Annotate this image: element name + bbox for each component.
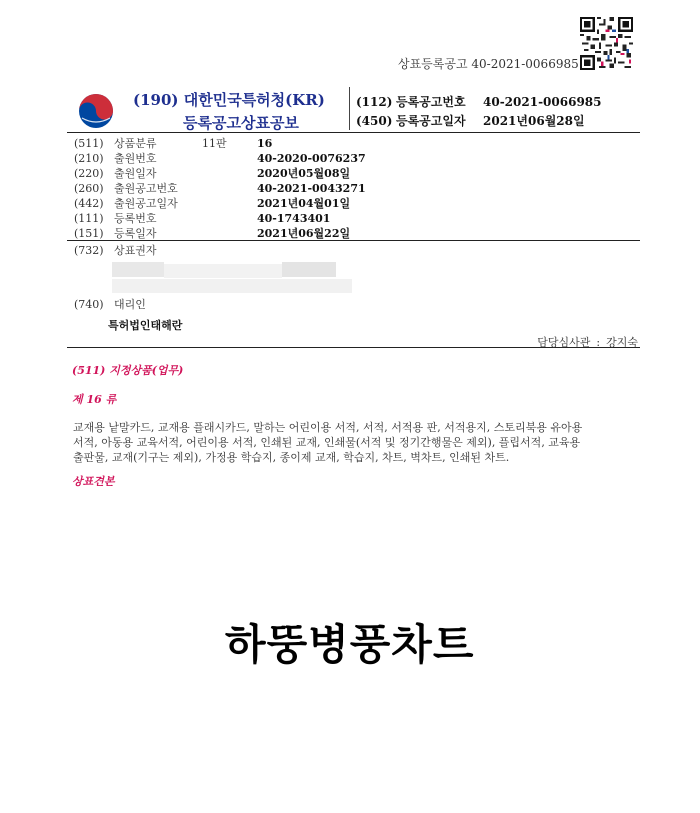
trademark-sample-heading: 상표견본 bbox=[72, 475, 115, 488]
redacted-owner-detail bbox=[164, 264, 282, 278]
designated-goods-heading: (511) 지정상품(업무) bbox=[72, 364, 184, 377]
field-owner: (732) 상표권자 bbox=[74, 244, 157, 257]
registration-publication-number: (112) 등록공고번호 40-2021-0066985 bbox=[356, 95, 602, 109]
publication-number: 상표등록공고 40-2021-0066985 bbox=[398, 57, 579, 71]
agent-name: 특허법인태해란 bbox=[108, 319, 183, 332]
header-divider bbox=[349, 87, 350, 130]
goods-list bbox=[73, 420, 635, 465]
header-rule bbox=[67, 132, 640, 133]
registration-publication-date: (450) 등록공고일자 2021년06월28일 bbox=[356, 114, 585, 128]
field-application-date: (220) 출원일자 2020년05월08일 bbox=[74, 167, 351, 180]
redacted-owner-extra bbox=[282, 262, 336, 277]
redacted-owner-address bbox=[112, 279, 352, 293]
office-name: (190) 대한민국특허청(KR) bbox=[133, 91, 325, 109]
field-registration-number: (111) 등록번호 40-1743401 bbox=[74, 212, 331, 225]
trademark-sample-text: 하뚱병풍차트 bbox=[225, 620, 475, 669]
publication-title: 등록공고상표공보 bbox=[183, 114, 299, 132]
goods-line: 서적, 아동용 교육서적, 어린이용 서적, 인쇄된 교재, 인쇄물(서적 및 정기간행물은 제외), 플립서적, 교육용 bbox=[73, 436, 581, 449]
field-class: (511) 상품분류 11판 16 bbox=[74, 137, 273, 150]
examiner: 담당심사관 : 강지숙 bbox=[537, 336, 638, 349]
field-agent: (740) 대리인 bbox=[74, 298, 146, 311]
redacted-owner-name bbox=[112, 262, 164, 277]
taeguk-emblem-icon bbox=[78, 93, 114, 129]
fields-rule bbox=[67, 240, 640, 241]
goods-line: 출판물, 교재(기구는 제외), 가정용 학습지, 종이제 교재, 학습지, 차트, 벽차트, 인쇄된 차트. bbox=[73, 451, 510, 464]
goods-class-heading: 제 16 류 bbox=[72, 393, 117, 406]
field-application-publication-number: (260) 출원공고번호 40-2021-0043271 bbox=[74, 182, 366, 195]
field-registration-date: (151) 등록일자 2021년06월22일 bbox=[74, 227, 351, 240]
field-application-publication-date: (442) 출원공고일자 2021년04월01일 bbox=[74, 197, 351, 210]
qr-code bbox=[580, 17, 633, 70]
field-application-number: (210) 출원번호 40-2020-0076237 bbox=[74, 152, 366, 165]
goods-line: 교재용 낱말카드, 교재용 플래시카드, 말하는 어린이용 서적, 서적, 서적용 판, 서적용지, 스토리북용 유아용 bbox=[73, 421, 583, 434]
